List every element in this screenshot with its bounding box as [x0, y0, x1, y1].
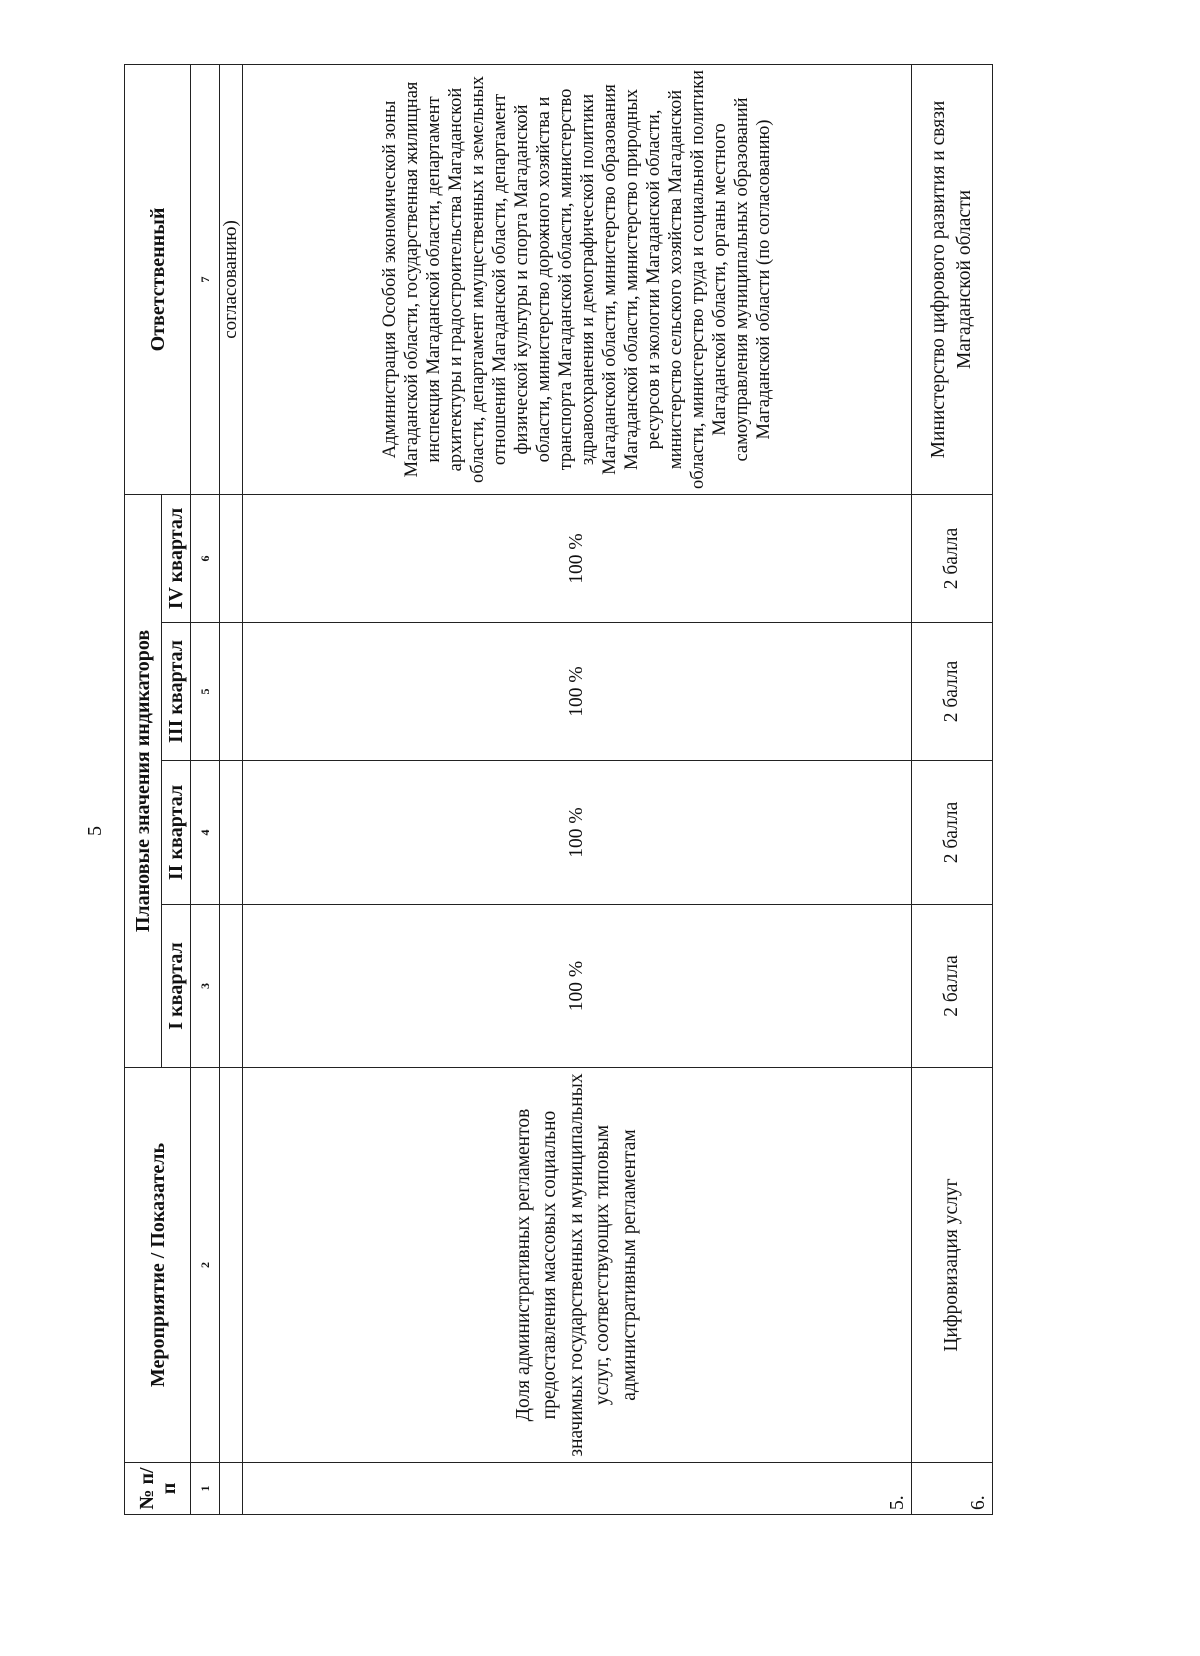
header-activity: Мероприятие / Показатель	[125, 1068, 191, 1463]
row-number: 6.	[912, 1463, 993, 1515]
column-number: 7	[191, 64, 220, 494]
header-q3: III квартал	[162, 623, 191, 761]
column-number: 5	[191, 623, 220, 761]
row-q2: 2 балла	[912, 761, 993, 905]
row-activity: Цифровизация услуг	[912, 1068, 993, 1463]
column-number: 1	[191, 1463, 220, 1515]
indicators-table	[124, 64, 993, 1515]
column-number: 2	[191, 1068, 220, 1463]
row-responsible: Министерство цифрового развития и связи Магаданской области	[912, 64, 993, 494]
header-planned: Плановые значения индикаторов	[125, 494, 162, 1067]
column-number: 4	[191, 761, 220, 905]
continuation-text: согласованию)	[220, 64, 243, 494]
header-q1: I квартал	[162, 905, 191, 1068]
row-q4: 100 %	[243, 494, 912, 622]
row-number: 5.	[243, 1463, 912, 1515]
column-number: 3	[191, 905, 220, 1068]
rotated-table-container	[124, 65, 1064, 1515]
table-row	[243, 64, 912, 1514]
header-q2: II квартал	[162, 761, 191, 905]
header-responsible: Ответственный	[125, 64, 191, 494]
table-row	[912, 64, 993, 1514]
row-responsible: Администрация Особой экономической зоны Магаданской области, государственная жилищная инспекция Магаданской области, департамент архитектуры и градостроительства Магаданской области, департамент имущественных и земельных отношений Магаданской области, департамент физической культуры и спорта Магаданской области, министерство дорожного хозяйства и транспорта Магаданской области, министерство здравоохранения и демографической политики Магаданской области, министерство образования Магаданской области, министерство природных ресурсов и экологии Магаданской области, министерство сельского хозяйства Магаданской области, министерство труда и социальной политики Магаданской области, органы местного самоуправления муниципальных образований Магаданской области (по согласованию)	[243, 64, 912, 494]
row-q2: 100 %	[243, 761, 912, 905]
column-number: 6	[191, 494, 220, 622]
continuation-row	[220, 64, 243, 1514]
row-q4: 2 балла	[912, 494, 993, 622]
row-q3: 2 балла	[912, 623, 993, 761]
header-row-1	[125, 64, 162, 1514]
row-q3: 100 %	[243, 623, 912, 761]
row-q1: 2 балла	[912, 905, 993, 1068]
column-number-row	[191, 64, 220, 1514]
header-q4: IV квартал	[162, 494, 191, 622]
page-number: 5	[83, 826, 106, 836]
header-num: № п/п	[125, 1463, 191, 1515]
row-activity: Доля административных регламентов предоставления массовых социально значимых государственных и муниципальных услуг, соответствующих типовым административным регламентам	[243, 1068, 912, 1463]
row-q1: 100 %	[243, 905, 912, 1068]
